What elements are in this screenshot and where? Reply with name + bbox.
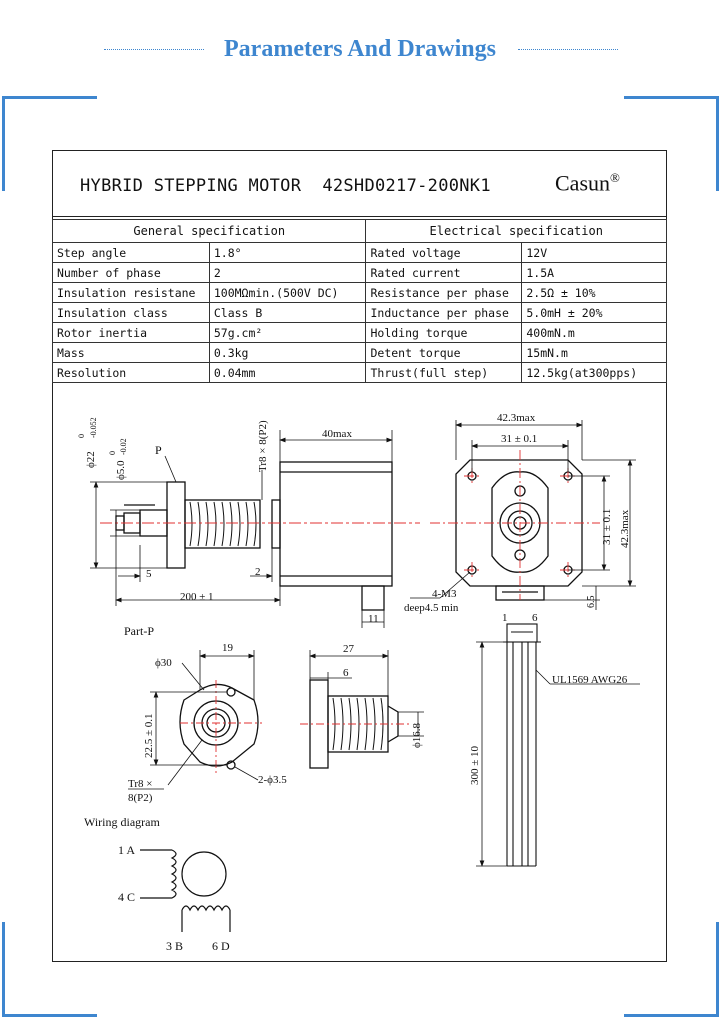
pin-1-label: 1: [502, 612, 508, 624]
electrical-spec-label: Holding torque: [366, 323, 522, 343]
electrical-spec-value: 1.5A: [522, 263, 667, 283]
dim-27: 27: [343, 643, 354, 655]
electrical-spec-label: Resistance per phase: [366, 283, 522, 303]
motor-front-view: [456, 460, 582, 600]
wiring-diagram: [140, 850, 230, 932]
dim-tr8b-line1: Tr8 ×: [128, 778, 153, 790]
wire-1a-label: 1 A: [118, 843, 136, 857]
wiring-diagram-title: Wiring diagram: [84, 815, 160, 829]
dim-phi22-upper-tol: 0: [77, 434, 86, 438]
part-p-label: Part-P: [124, 624, 154, 638]
dim-22-5: 22.5 ± 0.1: [143, 713, 155, 758]
dim-2: 2: [255, 566, 261, 578]
motor-body-side: [280, 462, 392, 586]
electrical-spec-value: 400mN.m: [522, 323, 667, 343]
electrical-spec-label: Rated voltage: [366, 243, 522, 263]
general-spec-label: Resolution: [53, 363, 210, 383]
general-spec-value: 0.3kg: [209, 343, 366, 363]
dim-40max: 40max: [322, 428, 352, 440]
electrical-spec-value: 12.5kg(at300pps): [522, 363, 667, 383]
general-spec-value: Class B: [209, 303, 366, 323]
dim-phi22-label: ϕ22: [85, 451, 97, 468]
cable-assembly: [503, 624, 541, 866]
electrical-spec-label: Detent torque: [366, 343, 522, 363]
dim-phi22-tolerance: -0.052: [89, 417, 98, 438]
lead-screw-thread: [190, 502, 256, 546]
dim-42-3max-top: 42.3max: [497, 412, 536, 424]
general-spec-value: 2: [209, 263, 366, 283]
cable-spec-label: UL1569 AWG26: [552, 674, 628, 686]
dim-31-top: 31 ± 0.1: [501, 433, 538, 445]
general-spec-label: Rotor inertia: [53, 323, 210, 343]
nut-flange-side: [167, 482, 185, 568]
electrical-spec-value: 5.0mH ± 20%: [522, 303, 667, 323]
label-4-m3: 4-M3: [432, 588, 457, 600]
label-deep: deep4.5 min: [404, 602, 459, 614]
general-spec-value: 1.8°: [209, 243, 366, 263]
general-spec-value: 57g.cm²: [209, 323, 366, 343]
general-spec-label: Insulation resistane: [53, 283, 210, 303]
general-spec-value: 0.04mm: [209, 363, 366, 383]
electrical-spec-value: 12V: [522, 243, 667, 263]
dim-tr8-label: Tr8 × 8(P2): [257, 420, 269, 472]
dim-5: 5: [146, 568, 152, 580]
motor-side-view: [116, 462, 392, 610]
electrical-spec-value: 15mN.m: [522, 343, 667, 363]
label-p: P: [155, 443, 162, 457]
dim-tr8b-line2: 8(P2): [128, 792, 153, 804]
electrical-spec-label: Thrust(full step): [366, 363, 522, 383]
dim-200: 200 ± 1: [180, 591, 214, 603]
electrical-spec-label: Rated current: [366, 263, 522, 283]
dim-phi5-tolerance: -0.02: [119, 438, 128, 455]
general-spec-label: Number of phase: [53, 263, 210, 283]
sheet-title-text: HYBRID STEPPING MOTOR: [80, 176, 302, 196]
dim-6: 6: [343, 667, 349, 679]
dim-31-side: 31 ± 0.1: [601, 508, 613, 545]
brand-registered-mark: ®: [610, 170, 620, 185]
electrical-spec-heading: Electrical specification: [366, 220, 667, 243]
page-title: Parameters And Drawings: [224, 36, 496, 62]
connector-side: [362, 586, 384, 610]
general-spec-label: Step angle: [53, 243, 210, 263]
electrical-spec-label: Inductance per phase: [366, 303, 522, 323]
dim-2-phi3-5: 2-ϕ3.5: [258, 774, 287, 786]
dim-42-3max-side: 42.3max: [619, 509, 631, 548]
part-p-front: [180, 684, 258, 769]
dim-6-5: 6.5: [586, 595, 597, 608]
dim-11: 11: [368, 613, 379, 625]
general-spec-value: 100MΩmin.(500V DC): [209, 283, 366, 303]
general-spec-heading: General specification: [53, 220, 366, 243]
general-spec-label: Insulation class: [53, 303, 210, 323]
dim-phi5-upper-tol: 0: [108, 451, 117, 455]
dim-300: 300 ± 10: [469, 745, 481, 785]
dim-19: 19: [222, 642, 233, 654]
brand-name: Casun: [555, 170, 610, 196]
pin-6-label: 6: [532, 612, 538, 624]
sheet-model: 42SHD0217-200NK1: [322, 176, 491, 196]
wire-6d-label: 6 D: [212, 939, 230, 953]
electrical-spec-value: 2.5Ω ± 10%: [522, 283, 667, 303]
rotor-symbol: [182, 852, 226, 896]
wire-4c-label: 4 C: [118, 890, 136, 904]
general-spec-label: Mass: [53, 343, 210, 363]
dim-phi5-label: ϕ5.0: [115, 460, 127, 480]
wire-3b-label: 3 B: [166, 939, 184, 953]
dim-phi30: ϕ30: [155, 657, 172, 669]
dim-phi16-8: ϕ16.8: [411, 722, 423, 748]
